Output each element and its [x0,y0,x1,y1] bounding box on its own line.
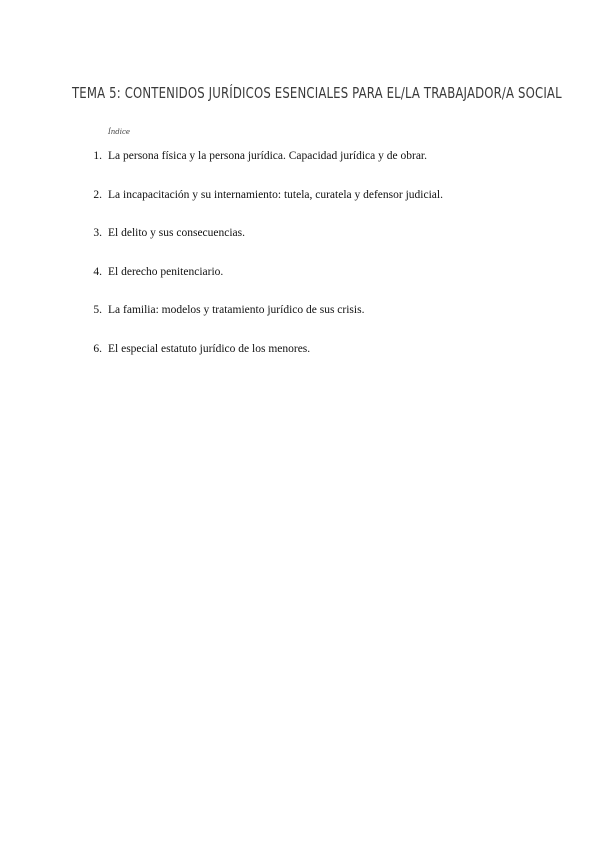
toc-item-number: 1. [93,150,102,162]
toc-item-text: La persona física y la persona jurídica. Capacidad jurídica y de obrar. [108,150,427,162]
toc-item-number: 4. [93,265,102,278]
toc-item-number: 6. [93,342,102,355]
toc-item-text: El especial estatuto jurídico de los menores. [108,342,311,355]
page-title: TEMA 5: CONTENIDOS JURÍDICOS ESENCIALES PARA EL/LA TRABAJADOR/A SOCIAL [72,84,562,102]
toc-item-number: 2. [93,188,102,201]
toc-item-text: El derecho penitenciario. [108,265,224,278]
toc-item-text: El delito y sus consecuencias. [108,227,246,239]
toc-item-text: La incapacitación y su internamiento: tutela, curatela y defensor judicial. [108,188,443,201]
toc-item-number: 3. [93,227,102,239]
index-label: Índice [108,128,131,136]
toc-item-number: 5. [93,304,102,316]
toc-item-text: La familia: modelos y tratamiento jurídico de sus crisis. [108,304,365,316]
